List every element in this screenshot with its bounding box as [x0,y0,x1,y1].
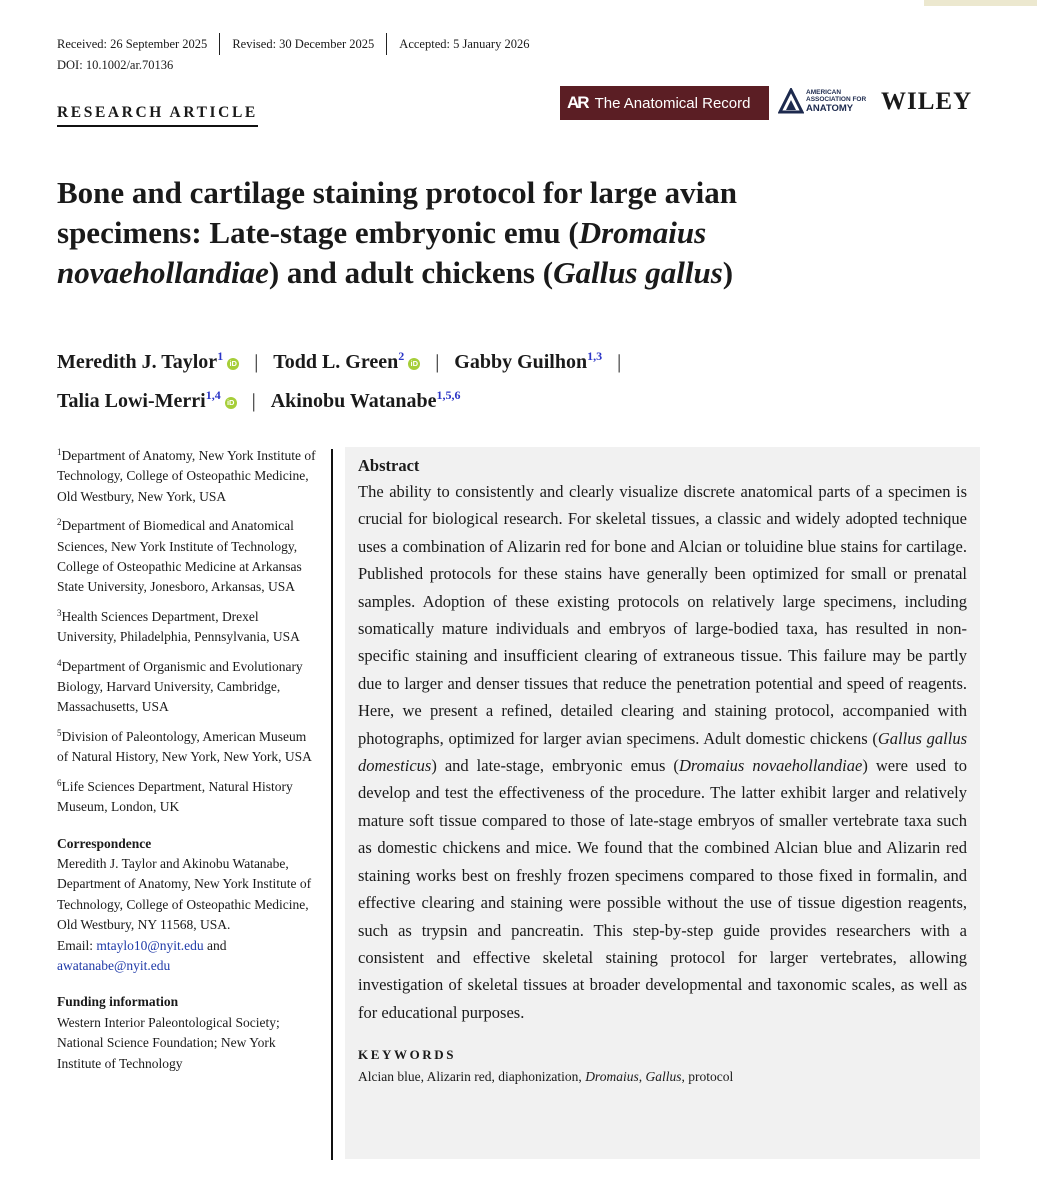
author-separator: | [617,351,622,373]
journal-mark: AR [567,93,588,112]
affiliation-number: 2 [57,517,62,528]
author-separator: | [435,351,440,373]
affiliation-number: 1 [57,447,62,457]
abstract-species: Dromaius novaehollandiae [678,756,863,776]
keyword-genus: Gallus [645,1069,682,1085]
affiliation-ref[interactable]: 1,5,6 [436,388,461,402]
email-conjunction: and [203,937,227,953]
affiliation-text: Life Sciences Department, Natural History Museum, London, UK [57,778,293,815]
author [271,390,461,412]
email-label: Email: [57,937,97,953]
author-list [57,340,987,418]
abstract-segment: ) were used to develop and test the effectiveness of the procedure. The latter exhibit larger and relatively mature soft tissue compared to those of late-stage embryos of smaller vertebrate taxa such as domestic chickens and mice. We found that the combined Alcian blue and Alizarin red staining works best on freshly frozen specimens compared to those fixed in formalin, and effective clearing and staining were possible without the use of tissue digestion reagents, such as trypsin and pancreatin. This step-by-step guide provides researchers with a consistent and effective skeletal staining protocol for larger vertebrates, allowing investigation of skeletal tissues at broader developmental and taxonomic scales, as well as for educational purposes. [358,756,967,1022]
title-species: Dromaius novaehollandiae [57,215,707,290]
abstract-species: Gallus gallus domesticus [358,728,967,776]
author [57,390,237,412]
affiliation [57,773,319,818]
article-type: RESEARCH ARTICLE [57,104,258,127]
association-line: ASSOCIATION FOR [806,96,867,103]
orcid-icon[interactable]: iD [225,397,237,409]
correspondence-heading: Correspondence [57,835,152,851]
affiliation-number: 5 [57,727,62,738]
affiliation-text: Department of Biomedical and Anatomical Sciences, New York Institute of Technology, College of Osteopathic Medicine at Arkansas State University, Jonesboro, Arkansas, USA [57,518,302,595]
keyword-separator: , [638,1069,646,1085]
affiliation [57,603,319,648]
author-separator: | [251,390,256,412]
affiliation [57,723,319,768]
orcid-icon[interactable]: iD [408,358,420,370]
author-name[interactable]: Gabby Guilhon [454,351,588,373]
affiliation [57,653,319,718]
abstract-box [345,447,980,1159]
affiliation-number: 3 [57,607,62,618]
author [57,351,239,373]
author [454,351,602,373]
affiliation-text: Division of Paleontology, American Museum of Natural History, New York, New York, USA [57,728,312,765]
keyword-segment: , protocol [681,1069,734,1085]
funding-heading: Funding information [57,994,179,1010]
abstract-heading: Abstract [358,456,420,475]
author-name[interactable]: Talia Lowi-Merri [57,390,206,412]
affiliation-number: 4 [57,657,62,668]
affiliation-ref[interactable]: 2 [398,349,405,363]
email-link[interactable]: awatanabe@nyit.edu [57,957,171,973]
funding-text: Western Interior Paleontological Society; National Science Foundation; New York Institute of Technology [57,1014,280,1071]
association-logo[interactable] [778,88,866,116]
association-name: ANATOMY [806,102,854,114]
author [273,351,420,373]
affiliation [57,442,319,507]
author-name[interactable]: Todd L. Green [273,351,399,373]
abstract-text [358,478,967,1026]
association-icon [778,88,804,116]
association-line: AMERICAN [806,89,842,97]
affiliation-ref[interactable]: 1,4 [205,388,221,402]
author-name[interactable]: Akinobu Watanabe [270,390,437,412]
affiliation-ref[interactable]: 1,3 [587,349,603,363]
received-date: Received: 26 September 2025 [57,36,208,51]
author-name[interactable]: Meredith J. Taylor [57,351,218,373]
affiliation-text: Department of Organismic and Evolutionary Biology, Harvard University, Cambridge, Massachusetts, USA [57,658,303,715]
accepted-date: Accepted: 5 January 2026 [399,36,530,51]
title-text: ) [722,255,734,290]
orcid-icon[interactable]: iD [227,358,239,370]
doi[interactable]: DOI: 10.1002/ar.70136 [57,58,174,72]
keyword-genus: Dromaius [585,1069,639,1085]
affiliation-ref[interactable]: 1 [217,349,224,363]
title-text: ) and adult chickens ( [268,255,554,290]
revised-date: Revised: 30 December 2025 [232,36,375,51]
dates-row [57,33,541,55]
correspondence-text: Meredith J. Taylor and Akinobu Watanabe, Department of Anatomy, New York Institute of Technology, College of Osteopathic Medicine, Old Westbury, NY 11568, USA. [57,855,312,933]
affiliation-number: 6 [57,777,62,788]
journal-name: The Anatomical Record [594,94,751,112]
affiliation-text: Department of Anatomy, New York Institute of Technology, College of Osteopathic Medicine, Old Westbury, New York, USA [57,448,316,504]
abstract-segment: ) and late-stage, embryonic emus ( [431,756,679,776]
publisher-logo[interactable]: WILEY [881,88,973,115]
correspondence-block [57,854,319,976]
corner-mark [924,0,1037,6]
title-species: Gallus gallus [553,255,723,290]
keyword-segment: Alcian blue, Alizarin red, diaphonization, [358,1069,586,1085]
keywords-text [358,1069,967,1085]
abstract-segment: The ability to consistently and clearly visualize discrete anatomical parts of a specimen is crucial for biological research. For skeletal tissues, a classic and widely adopted technique uses a combination of Alizarin red for bone and Alcian or toluidine blue stains for cartilage. Published protocols for these stains have generally been optimized for small or prenatal samples. Adoption of these existing protocols on relatively large specimens, including somatically mature individuals and embryos of large-bodied taxa, has resulted in non-specific staining and insufficient clearing of extraneous tissue. This failure may be partly due to larger and denser tissues that reduce the penetration potential and speed of reagents. Here, we present a refined, detailed clearing and staining protocol, accompanied with photographs, optimized for larger avian specimens. Adult domestic chickens ( [358,482,967,748]
journal-logo[interactable] [560,86,769,120]
column-divider [331,449,333,1160]
affiliation [57,512,319,598]
article-title [57,173,887,293]
author-separator: | [254,351,259,373]
affiliation-text: Health Sciences Department, Drexel University, Philadelphia, Pennsylvania, USA [57,608,300,645]
keywords-heading: KEYWORDS [358,1047,457,1063]
email-link[interactable]: mtaylo10@nyit.edu [96,937,204,953]
title-text: Bone and cartilage staining protocol for large avian specimens: Late-stage embryonic emu ( [57,175,737,250]
affiliations-column [57,442,319,1074]
